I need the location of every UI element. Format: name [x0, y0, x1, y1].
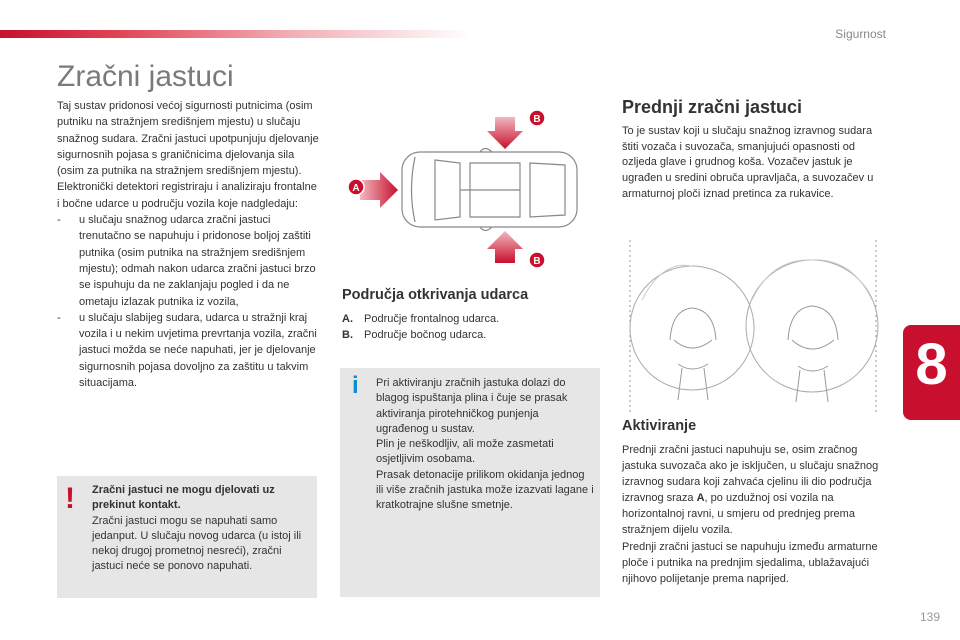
intro-paragraph-1: Taj sustav pridonosi većoj sigurnosti putnicima (osim putniku na stražnjem središnjem mjestu) u slučaju snažnog sudara. Zračni jastuci upotpunjuju djelovanje sigurnosnih pojasa s graničnicima djelovanja sila (osim za putnika na stražnjem središnjem mjestu).	[57, 100, 319, 178]
zone-key-b: B.	[342, 329, 353, 341]
label-a: A	[352, 183, 360, 194]
front-airbags-heading: Prednji zračni jastuci	[622, 97, 803, 117]
warning-box	[57, 476, 317, 598]
activation-text-1: Prednji zračni jastuci napuhuju se, osim zračnog jastuka suvozača ako je isključen, u slučaju snažnog izravnog sudara koji zahvaća cjelinu ili dio područja izravnog sraza	[622, 444, 879, 505]
bullet-mark: -	[57, 311, 61, 324]
zone-text-b: Područje bočnog udarca.	[364, 329, 487, 341]
warning-bold-text: Zračni jastuci ne mogu djelovati uz prekinut kontakt.	[92, 484, 275, 512]
info-paragraph-2: Plin je neškodljiv, ali može zasmetati osjetljivim osobama.	[376, 438, 554, 466]
zone-key-a: A.	[342, 313, 353, 325]
header-accent-bar	[0, 30, 470, 38]
chapter-number: 8	[915, 332, 948, 397]
page-title: Zračni jastuci	[57, 60, 234, 93]
airbag-illustration	[622, 240, 884, 412]
page-number: 139	[919, 610, 940, 624]
warning-icon: !	[65, 482, 75, 515]
zone-text-a: Područje frontalnog udarca.	[364, 313, 500, 325]
info-text	[376, 376, 594, 514]
section-label: Sigurnost	[835, 27, 886, 41]
label-badge-a	[348, 179, 364, 195]
arrow-right-icon	[360, 172, 398, 208]
activation-heading: Aktiviranje	[622, 418, 697, 434]
list-item-text: u slučaju snažnog udarca zračni jastuci trenutačno se napuhuju i pridonose boljoj zaštiti putnika (osim putnika na stražnjem središnjem mjestu); odmah nakon udarca zračni jastuci brzo se ispuhuju da ne zaklanjaju pogled i da ne ometaju izlazak putnika iz vozila,	[79, 214, 316, 308]
info-paragraph-3: Prasak detonacije prilikom okidanja jednog ili više zračnih jastuka može izazvati lagane i kratkotrajne slušne smetnje.	[376, 468, 594, 512]
arrow-down-icon	[487, 117, 523, 149]
label-badge-b-top	[529, 110, 545, 126]
passenger-head-icon	[788, 306, 838, 402]
info-box	[340, 368, 600, 597]
list-item-text: u slučaju slabijeg sudara, udarca u stražnji kraj vozila i u nekim uvjetima prevrtanja vozila, zračni jastuci možda se neće napuhati, jer je djelovanje sigurnosnih pojasa dovoljno za zaštitu u takvim situacijama.	[79, 311, 317, 390]
zones-list	[342, 311, 592, 343]
intro-paragraph-2: Elektronički detektori registriraju i analiziraju frontalne i bočne udarce u području vozila koje nadgledaju:	[57, 181, 317, 210]
zones-heading: Područja otkrivanja udarca	[342, 287, 529, 303]
activation-text-2: , po uzdužnoj osi vozila na horizontalnoj ravni, u smjeru od prednjeg prema stražnjem dijelu vozila.	[622, 492, 855, 537]
warning-body-text: Zračni jastuci mogu se napuhati samo jedanput. U slučaju novog udarca (u istoj ili nekoj drugoj prometnoj nesreći), zračni jastuci neće se ponovo napuhati.	[92, 514, 302, 573]
activation-text	[622, 442, 884, 587]
front-airbags-text: To je sustav koji u slučaju snažnog izravnog sudara štiti vozača i suvozača, smanjujući opasnosti od ozljeda glave i grudnog koša. Vozačev jastuk je ugrađen u sredini obruča upravljača, a suvozačev u armaturnoj ploči iznad pretinca za rukavice.	[622, 125, 874, 200]
car-impact-diagram	[340, 105, 580, 275]
arrow-up-icon	[487, 231, 523, 263]
warning-text	[92, 483, 312, 575]
passenger-airbag-icon	[746, 260, 878, 392]
list-item	[57, 310, 322, 391]
driver-airbag-icon	[630, 266, 754, 390]
bullet-mark: -	[57, 214, 61, 227]
activation-zone-key: A	[696, 492, 705, 505]
list-item	[342, 327, 592, 343]
label-b-top: B	[533, 114, 541, 125]
activation-text-3: Prednji zračni jastuci se napuhuju između armaturne ploče i putnika na prednjim sjedalima, ublažavajući njihovo polijetanje prema naprijed.	[622, 540, 878, 585]
list-item	[57, 212, 322, 310]
chapter-tab	[903, 325, 960, 420]
info-paragraph-1: Pri aktiviranju zračnih jastuka dolazi do blagog ispuštanja plina i čuje se prasak aktiviranja pirotehničkog punjenja ugrađenog u sustav.	[376, 377, 568, 435]
intro-text	[57, 98, 322, 391]
info-icon: i	[352, 372, 359, 399]
list-item	[342, 311, 592, 327]
label-badge-b-bottom	[529, 252, 545, 268]
car-outline	[402, 149, 577, 231]
label-b-bottom: B	[533, 256, 541, 267]
driver-head-icon	[670, 308, 716, 400]
